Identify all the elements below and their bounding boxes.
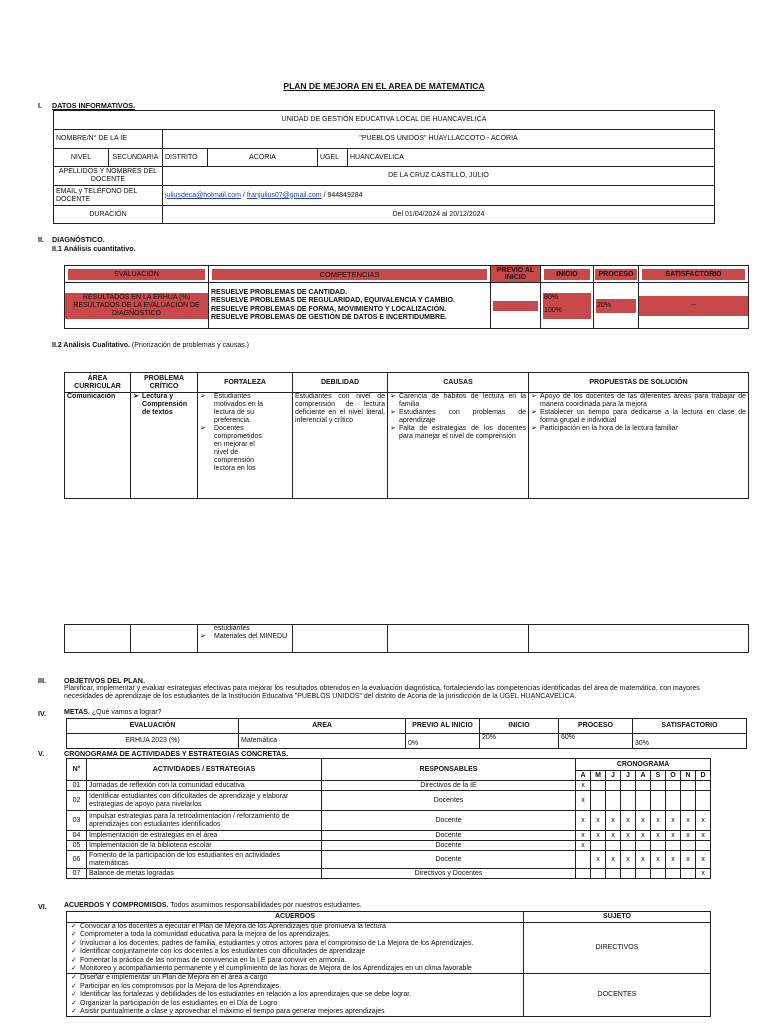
subheading-cuantitativo: II.1 Análisis cuantitativo. bbox=[52, 244, 136, 253]
schedule-mark: x bbox=[606, 811, 621, 831]
activity-responsable: Docente bbox=[322, 811, 576, 831]
metas-heading: METAS. ¿Qué vamos a lograr? bbox=[64, 709, 162, 716]
acuerdo-item: ✓ Identificar las fortalezas y debilidades de los estudiantes en relación a los aprendizajes que se debe lograr. bbox=[69, 991, 521, 999]
header-inicio: INICIO bbox=[541, 266, 594, 283]
acuerdo-item: ✓ Comprometer a toda la comunidad educativa para la mejora de los aprendizajes. bbox=[69, 931, 521, 939]
acuerdo-item: ✓ Convocar a los docentes a ejecutar el Plan de Mejora de los Aprendizajes que promueva la lectura bbox=[69, 923, 521, 931]
schedule-mark bbox=[621, 781, 636, 791]
area-curricular-value: Comunicación bbox=[65, 393, 131, 499]
month-header: N bbox=[681, 771, 696, 781]
propuestas-value bbox=[529, 393, 749, 499]
causa-item: ➢ Carencia de hábitos de lectura en la familia bbox=[390, 393, 526, 409]
metas-header-satisfactorio: SATISFACTORIO bbox=[633, 719, 747, 734]
acuerdos-heading: ACUERDOS Y COMPROMISOS. Todos asumimos responsabilidades por nuestros estudiantes. bbox=[64, 902, 362, 909]
schedule-mark: x bbox=[576, 831, 591, 841]
schedule-mark: x bbox=[591, 831, 606, 841]
table-row bbox=[67, 841, 711, 851]
fortaleza-item: ➢ Estudiantes motivados en la lectura de su preferencia. bbox=[200, 393, 264, 425]
schedule-mark bbox=[636, 781, 651, 791]
section-number: I. bbox=[38, 101, 42, 110]
fortaleza-value bbox=[198, 393, 293, 499]
schedule-mark bbox=[606, 791, 621, 811]
cronograma-table bbox=[66, 758, 711, 879]
previo-cell bbox=[491, 283, 541, 329]
month-header: J bbox=[606, 771, 621, 781]
metas-header-evaluacion: EVALUACIÓN bbox=[67, 719, 239, 734]
objetivos-text: Planificar, implementar y evaluar estrategias efectivas para mejorar los resultados obtenidos en la evaluación diagnóstica, fortaleciendo las competencias identificadas del área de matemática, con mayores necesidades de aprendizaje de los estudiantes de la Institución Educativa "PUEBLOS UNIDOS" del distrito de Acoria de la jurisdicción de la UGEL HUANCAVELICA. bbox=[64, 685, 700, 700]
month-header: A bbox=[576, 771, 591, 781]
activity-responsable: Docente bbox=[322, 841, 576, 851]
schedule-mark bbox=[591, 869, 606, 879]
q-header-debilidad: DEBILIDAD bbox=[293, 373, 388, 393]
competencias-list bbox=[209, 283, 491, 329]
metas-header-area: AREA bbox=[239, 719, 406, 734]
activity-description: Balance de metas logradas bbox=[87, 869, 322, 879]
schedule-mark bbox=[606, 841, 621, 851]
header-previo: PREVIO AL INICIO bbox=[491, 266, 541, 283]
metas-header-proceso: PROCESO bbox=[559, 719, 633, 734]
schedule-mark bbox=[666, 791, 681, 811]
phone-number: / 944849284 bbox=[321, 191, 363, 199]
metas-table bbox=[66, 718, 747, 749]
docente-value: DE LA CRUZ CASTILLO, JULIO bbox=[163, 167, 715, 186]
nivel-value: SECUNDARIA bbox=[109, 149, 163, 167]
metas-previo: 0% bbox=[406, 734, 480, 749]
metas-area: Matemática bbox=[239, 734, 406, 749]
schedule-mark bbox=[651, 791, 666, 811]
metas-inicio: 20% bbox=[480, 734, 559, 749]
schedule-mark: x bbox=[591, 851, 606, 869]
metas-header-previo: PREVIO AL INICIO bbox=[406, 719, 480, 734]
satisfactorio-cell: -- bbox=[639, 283, 749, 329]
header-satisfactorio: SATISFACTORIO bbox=[639, 266, 749, 283]
analisis-cualitativo-table bbox=[64, 372, 749, 499]
schedule-mark bbox=[621, 869, 636, 879]
schedule-mark: x bbox=[681, 811, 696, 831]
activity-number: 01 bbox=[67, 781, 87, 791]
competencia-item: RESUELVE PROBLEMAS DE FORMA, MOVIMIENTO Y LOCALIZACIÓN. bbox=[211, 305, 447, 313]
schedule-mark: x bbox=[651, 811, 666, 831]
section-heading-cronograma: CRONOGRAMA DE ACTIVIDADES Y ESTRATEGIAS CONCRETAS. bbox=[64, 749, 289, 758]
activity-number: 06 bbox=[67, 851, 87, 869]
schedule-mark bbox=[651, 869, 666, 879]
analisis-cualitativo-continuation bbox=[64, 624, 749, 653]
problema-critico-value bbox=[131, 393, 198, 499]
activity-number: 03 bbox=[67, 811, 87, 831]
month-header: J bbox=[621, 771, 636, 781]
schedule-mark: x bbox=[666, 851, 681, 869]
schedule-mark bbox=[621, 791, 636, 811]
schedule-mark bbox=[666, 841, 681, 851]
activity-description: Jornadas de reflexión con la comunidad educativa bbox=[87, 781, 322, 791]
schedule-mark: x bbox=[651, 831, 666, 841]
activity-description: Implementación de estrategias en el área bbox=[87, 831, 322, 841]
table-row bbox=[67, 791, 711, 811]
schedule-mark bbox=[681, 781, 696, 791]
q-header-propuestas: PROPUESTAS DE SOLUCIÓN bbox=[529, 373, 749, 393]
fortaleza-cont-item: ➢ Materiales del MINEDU bbox=[200, 633, 290, 641]
q-header-area: ÁREA CURRICULAR bbox=[65, 373, 131, 393]
datos-informativos-table bbox=[53, 110, 715, 224]
section-number: III. bbox=[38, 676, 46, 685]
activity-responsable: Directivos de la IE bbox=[322, 781, 576, 791]
table-row bbox=[67, 781, 711, 791]
activity-responsable: Docente bbox=[322, 851, 576, 869]
schedule-mark bbox=[591, 791, 606, 811]
fortaleza-cont-text: estudiantes bbox=[214, 625, 250, 632]
schedule-mark: x bbox=[621, 851, 636, 869]
fortaleza-continuation bbox=[198, 625, 293, 653]
activity-number: 02 bbox=[67, 791, 87, 811]
activity-description: Fomento de la participación de los estudiantes en actividades matemáticas bbox=[87, 851, 322, 869]
schedule-mark bbox=[696, 791, 711, 811]
propuesta-item: ➢ Establecer un tiempo para dedicarse a la lectura en clase de forma grupal e individual bbox=[531, 409, 746, 425]
schedule-mark bbox=[606, 781, 621, 791]
schedule-mark: x bbox=[696, 851, 711, 869]
email-label: EMAIL y TELÉFONO DEL DOCENTE bbox=[54, 186, 163, 206]
header-evaluacion: EVALUACIÓN bbox=[65, 266, 209, 283]
schedule-mark: x bbox=[666, 811, 681, 831]
section-number: V. bbox=[38, 749, 45, 758]
causas-value bbox=[388, 393, 529, 499]
inicio-value-a: 80% bbox=[544, 293, 559, 301]
schedule-mark bbox=[606, 869, 621, 879]
schedule-mark bbox=[666, 869, 681, 879]
schedule-mark: x bbox=[696, 831, 711, 841]
document-title: PLAN DE MEJORA EN EL AREA DE MATEMATICA bbox=[283, 81, 485, 91]
ie-value: "PUEBLOS UNIDOS" HUAYLLACCOTO - ACORIA bbox=[163, 130, 715, 149]
q-header-fortaleza: FORTALEZA bbox=[198, 373, 293, 393]
q-header-problema: PROBLEMA CRÍTICO bbox=[131, 373, 198, 393]
schedule-mark bbox=[666, 781, 681, 791]
acuerdo-item: ✓ Identificar conjuntamente con los docentes a los estudiantes con dificultades de aprendizaje bbox=[69, 948, 521, 956]
acuerdo-item: ✓ Diseñar e implementar un Plan de Mejora en el área a cargo bbox=[69, 974, 521, 982]
section-heading-datos: DATOS INFORMATIVOS. bbox=[52, 101, 136, 110]
nivel-label: NIVEL bbox=[54, 149, 109, 167]
schedule-mark: x bbox=[621, 811, 636, 831]
section-heading-objetivos: OBJETIVOS DEL PLAN. bbox=[64, 676, 145, 685]
schedule-mark bbox=[681, 869, 696, 879]
inicio-value-b: 100% bbox=[544, 306, 562, 314]
metas-satisfactorio: 30% bbox=[633, 734, 747, 749]
acuerdo-item: ✓ Organizar la participación de los estudiantes en el Día de Logro bbox=[69, 1000, 521, 1008]
schedule-mark: x bbox=[636, 851, 651, 869]
competencia-item: RESUELVE PROBLEMAS DE GESTIÓN DE DATOS E INCERTIDUMBRE. bbox=[211, 313, 447, 321]
metas-proceso: 60% bbox=[559, 734, 633, 749]
month-header: D bbox=[696, 771, 711, 781]
schedule-mark bbox=[621, 841, 636, 851]
acuerdos-docentes bbox=[67, 974, 524, 1017]
fortaleza-item: ➢ Docentes comprometidos en mejorar el nivel de comprensión lectora en los bbox=[200, 425, 264, 473]
schedule-mark bbox=[636, 869, 651, 879]
inicio-cell bbox=[541, 283, 594, 329]
schedule-mark bbox=[636, 791, 651, 811]
activity-number: 05 bbox=[67, 841, 87, 851]
schedule-mark: x bbox=[591, 811, 606, 831]
acuerdo-item: ✓ Participar en los compromisos por la Mejora de los Aprendizajes. bbox=[69, 983, 521, 991]
month-header: A bbox=[636, 771, 651, 781]
header-proceso: PROCESO bbox=[594, 266, 639, 283]
table-row bbox=[67, 869, 711, 879]
schedule-mark bbox=[681, 841, 696, 851]
schedule-mark: x bbox=[666, 831, 681, 841]
schedule-mark bbox=[696, 841, 711, 851]
header-competencias: COMPETENCIAS bbox=[209, 266, 491, 283]
schedule-mark: x bbox=[576, 811, 591, 831]
debilidad-value: Estudiantes con nivel de comprensión de lectura deficiente en el nivel literal, inferencial y crítico bbox=[293, 393, 388, 499]
table-row bbox=[67, 831, 711, 841]
activity-description: Identificar estudiantes con dificultades de aprendizaje y elaborar estrategias de apoyo para nivelarlos bbox=[87, 791, 322, 811]
ugel-name: UNIDAD DE GESTIÓN EDUCATIVA LOCAL DE HUANCAVELICA bbox=[54, 111, 715, 130]
schedule-mark bbox=[681, 791, 696, 811]
schedule-mark bbox=[651, 781, 666, 791]
causa-item: ➢ Falta de estrategias de los docentes para manejar el nivel de comprensión bbox=[390, 425, 526, 441]
crono-header-num: N° bbox=[67, 759, 87, 781]
ugel-label: UGEL bbox=[318, 149, 348, 167]
propuesta-item: ➢ Apoyo de los docentes de las diferentes áreas para trabajar de manera coordinada para la mejora bbox=[531, 393, 746, 409]
acuerdos-directivos bbox=[67, 923, 524, 974]
acuerdo-item: ✓ Asistir puntualmente a clase y aprovechar el máximo el tiempo para generar mejores aprendizajes bbox=[69, 1008, 521, 1016]
section-number: IV. bbox=[38, 709, 47, 718]
schedule-mark bbox=[696, 781, 711, 791]
email-phone bbox=[163, 186, 715, 206]
table-row bbox=[67, 851, 711, 869]
schedule-mark: x bbox=[681, 851, 696, 869]
schedule-mark: x bbox=[636, 831, 651, 841]
acuerdos-header: ACUERDOS bbox=[67, 912, 524, 923]
activity-description: Implementación de la biblioteca escolar bbox=[87, 841, 322, 851]
month-header: M bbox=[591, 771, 606, 781]
acuerdo-item: ✓ Involucrar a los docentes, padres de familia, estudiantes y otros actores para el compromiso de La Mejora de los Aprendizajes. bbox=[69, 940, 521, 948]
ie-label: NOMBRE/N° DE LA IE bbox=[54, 130, 163, 149]
activity-number: 07 bbox=[67, 869, 87, 879]
schedule-mark: x bbox=[636, 811, 651, 831]
competencia-item: RESUELVE PROBLEMAS DE REGULARIDAD, EQUIVALENCIA Y CAMBIO. bbox=[211, 297, 455, 305]
causa-item: ➢ Estudiantes con problemas de aprendizaje bbox=[390, 409, 526, 425]
acuerdo-item: ✓ Fomentar la práctica de las normas de convivencia en la I.E para convivir en armonía. bbox=[69, 957, 521, 965]
sujeto-directivos: DIRECTIVOS bbox=[524, 923, 711, 974]
analisis-cuantitativo-table bbox=[64, 265, 749, 329]
schedule-mark: x bbox=[681, 831, 696, 841]
proceso-cell: 20% bbox=[594, 283, 639, 329]
activity-number: 04 bbox=[67, 831, 87, 841]
distrito-label: DISTRITO bbox=[163, 149, 208, 167]
subheading-cualitativo: II.2 Análisis Cualitativo. (Priorización de problemas y causas.) bbox=[52, 342, 249, 349]
schedule-mark bbox=[636, 841, 651, 851]
docente-label: APELLIDOS Y NOMBRES DEL DOCENTE bbox=[54, 167, 163, 186]
competencia-item: RESUELVE PROBLEMAS DE CANTIDAD. bbox=[211, 288, 347, 296]
schedule-mark: x bbox=[576, 841, 591, 851]
schedule-mark bbox=[651, 841, 666, 851]
month-header: O bbox=[666, 771, 681, 781]
crono-header-responsables: RESPONSABLES bbox=[322, 759, 576, 781]
activity-responsable: Docente bbox=[322, 831, 576, 841]
acuerdos-table bbox=[66, 911, 711, 1017]
sujeto-header: SUJETO bbox=[524, 912, 711, 923]
table-row bbox=[67, 811, 711, 831]
email-link-2[interactable]: franjulius07@gmail.com bbox=[246, 191, 322, 199]
q-header-causas: CAUSAS bbox=[388, 373, 529, 393]
ugel-value: HUANCAVELICA bbox=[348, 149, 715, 167]
activity-description: Impulsar estrategias para la retroalimentación / reforzamiento de aprendizajes con estudiantes identificados bbox=[87, 811, 322, 831]
schedule-mark: x bbox=[696, 869, 711, 879]
acuerdo-item: ✓ Monitoreo y acompañamiento permanente y el cumplimiento de las horas de Mejora de los Aprendizajes en un clima favorable bbox=[69, 965, 521, 973]
schedule-mark bbox=[576, 869, 591, 879]
crono-header-cronograma: CRONOGRAMA bbox=[576, 759, 711, 771]
section-number: VI. bbox=[38, 902, 47, 911]
distrito-value: ACORIA bbox=[208, 149, 318, 167]
propuesta-item: ➢ Participación en la hora de la lectura familiar bbox=[531, 425, 746, 433]
section-number: II. bbox=[38, 235, 44, 244]
activity-responsable: Docentes bbox=[322, 791, 576, 811]
email-separator: / bbox=[240, 191, 247, 199]
schedule-mark: x bbox=[606, 851, 621, 869]
email-link-1[interactable]: juliusdeca@hotmail.com bbox=[165, 191, 241, 199]
schedule-mark: x bbox=[606, 831, 621, 841]
schedule-mark bbox=[591, 841, 606, 851]
duracion-value: Del 01/04/2024 al 20/12/2024 bbox=[163, 206, 715, 224]
sujeto-docentes: DOCENTES bbox=[524, 974, 711, 1017]
problema-item: ➢ Lectura y Comprensión de textos bbox=[133, 393, 195, 417]
crono-header-actividades: ACTIVIDADES / ESTRATEGIAS bbox=[87, 759, 322, 781]
duracion-label: DURACIÓN bbox=[54, 206, 163, 224]
schedule-mark: x bbox=[651, 851, 666, 869]
eval-row-label: RESULTADOS EN LA ERHUA (%) RESULTADOS DE LA EVALUACION DE DIAGNOSTICO bbox=[65, 283, 209, 329]
schedule-mark: x bbox=[696, 811, 711, 831]
activity-responsable: Directivos y Docentes bbox=[322, 869, 576, 879]
metas-header-inicio: INICIO bbox=[480, 719, 559, 734]
metas-evaluacion: ERHUA 2023 (%) bbox=[67, 734, 239, 749]
month-header: S bbox=[651, 771, 666, 781]
section-heading-diagnostico: DIAGNÓSTICO. bbox=[52, 235, 105, 244]
schedule-mark bbox=[576, 851, 591, 869]
schedule-mark: x bbox=[621, 831, 636, 841]
schedule-mark bbox=[591, 781, 606, 791]
schedule-mark: x bbox=[576, 781, 591, 791]
schedule-mark: x bbox=[576, 791, 591, 811]
